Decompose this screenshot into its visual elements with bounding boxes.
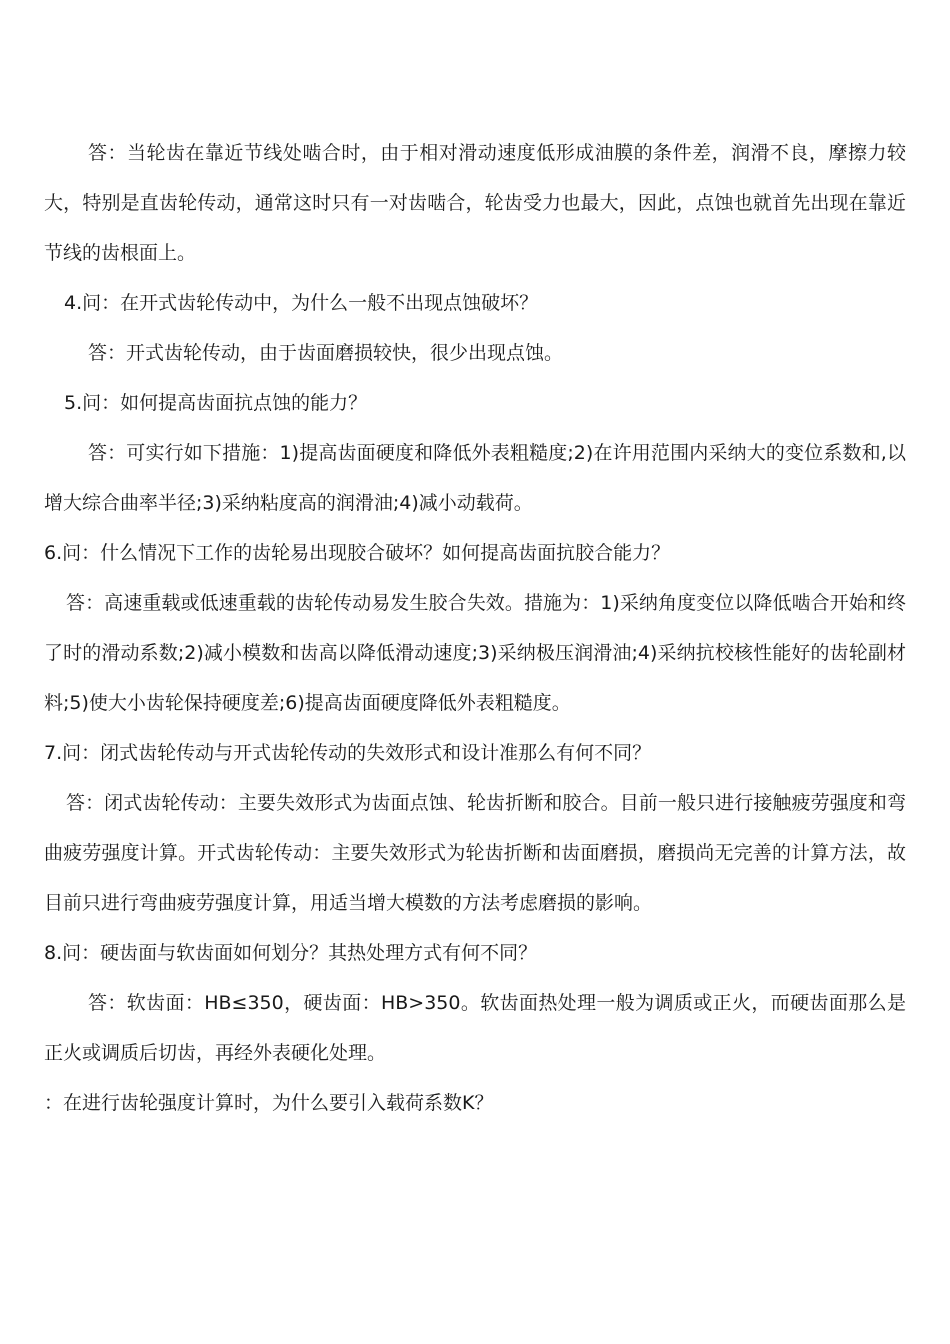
answer-5: 答：可实行如下措施：1)提高齿面硬度和降低外表粗糙度;2)在许用范围内采纳大的变位系数和,以增大综合曲率半径;3)采纳粘度高的润滑油;4)减小动载荷。 bbox=[44, 442, 906, 514]
answer-8: 答：软齿面：HB≤350，硬齿面：HB>350。软齿面热处理一般为调质或正火，而硬齿面那么是正火或调质后切齿，再经外表硬化处理。 bbox=[44, 992, 906, 1064]
answer-7: 答：闭式齿轮传动：主要失效形式为齿面点蚀、轮齿折断和胶合。目前一般只进行接触疲劳强度和弯曲疲劳强度计算。开式齿轮传动：主要失效形式为轮齿折断和齿面磨损，磨损尚无完善的计算方法，故目前只进行弯曲疲劳强度计算，用适当增大模数的方法考虑磨损的影响。 bbox=[44, 792, 906, 914]
question-5: 5.问：如何提高齿面抗点蚀的能力？ bbox=[64, 392, 368, 414]
answer-4: 答：开式齿轮传动，由于齿面磨损较快，很少出现点蚀。 bbox=[88, 342, 564, 364]
answer-3-continued: 答：当轮齿在靠近节线处啮合时，由于相对滑动速度低形成油膜的条件差，润滑不良，摩擦力较大，特别是直齿轮传动，通常这时只有一对齿啮合，轮齿受力也最大，因此，点蚀也就首先出现在靠近节线的齿根面上。 bbox=[44, 142, 906, 264]
document-page bbox=[44, 128, 906, 1128]
question-7: 7.问：闭式齿轮传动与开式齿轮传动的失效形式和设计准那么有何不同？ bbox=[44, 742, 652, 764]
question-9: ：在进行齿轮强度计算时，为什么要引入载荷系数K？ bbox=[44, 1092, 494, 1114]
question-4: 4.问：在开式齿轮传动中，为什么一般不出现点蚀破坏？ bbox=[64, 292, 539, 314]
question-8: 8.问：硬齿面与软齿面如何划分？其热处理方式有何不同？ bbox=[44, 942, 538, 964]
question-6: 6.问：什么情况下工作的齿轮易出现胶合破坏？如何提高齿面抗胶合能力？ bbox=[44, 542, 671, 564]
answer-6: 答：高速重载或低速重载的齿轮传动易发生胶合失效。措施为：1)采纳角度变位以降低啮合开始和终了时的滑动系数;2)减小模数和齿高以降低滑动速度;3)采纳极压润滑油;4)采纳抗校核性能好的齿轮副材料;5)使大小齿轮保持硬度差;6)提高齿面硬度降低外表粗糙度。 bbox=[44, 592, 906, 714]
